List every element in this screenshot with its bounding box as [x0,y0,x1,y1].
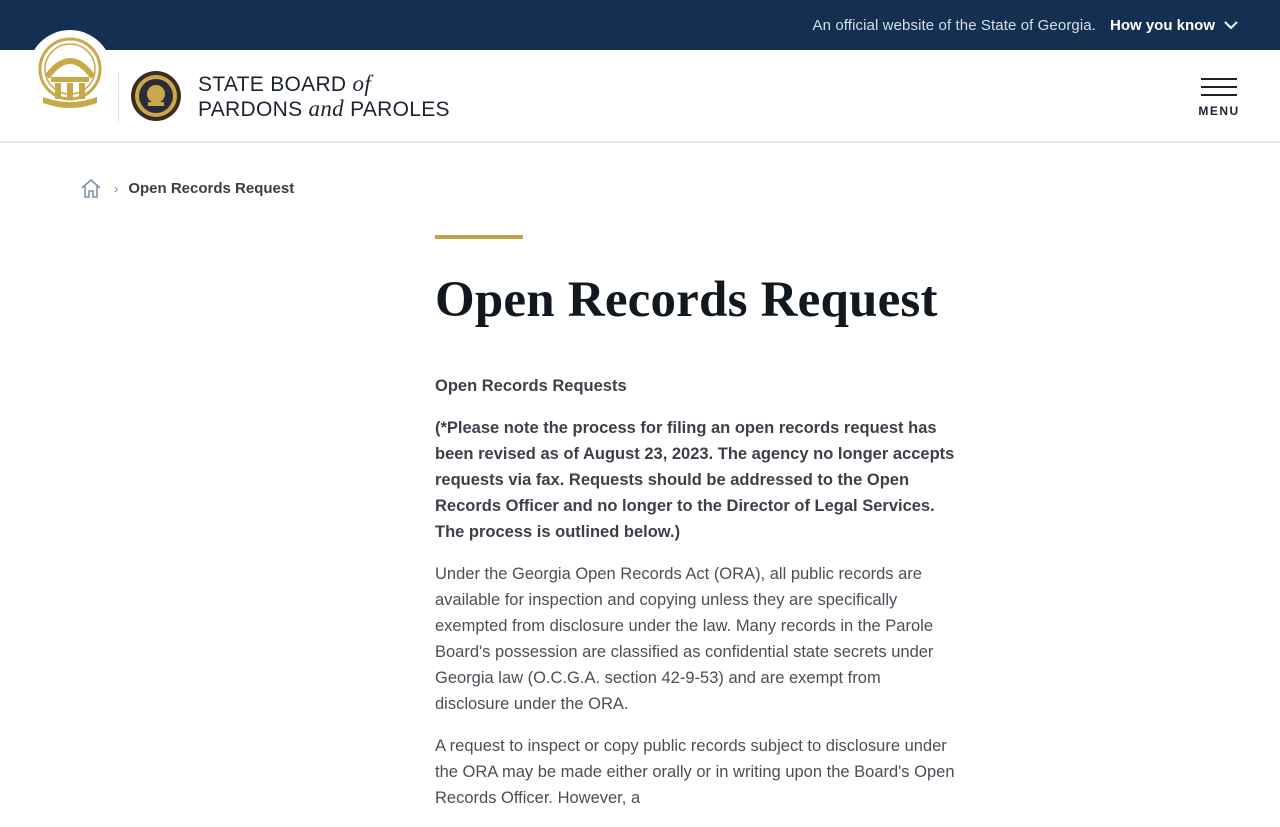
agency-line2-italic: and [308,96,344,121]
main-content [435,235,955,827]
agency-name-line1 [198,72,450,97]
georgia-logo[interactable] [28,30,112,114]
article-body [435,373,955,811]
section-subheading: Open Records Requests [435,377,627,395]
official-site-text: An official website of the State of Georgia. [812,16,1096,34]
breadcrumb [80,178,294,199]
home-icon [80,178,102,199]
menu-button[interactable] [1196,78,1242,118]
body-paragraph-1: Under the Georgia Open Records Act (ORA), all public records are available for inspection and copying unless they are specifically exempted from disclosure under the law. Many records in the Parole Board's possession are classified as confidential state secrets under Georgia law (O.C.G.A. section 42-9-53) and are exempt from disclosure under the ORA. [435,565,934,713]
how-you-know-button[interactable] [1110,17,1238,34]
site-header [0,50,1280,143]
agency-name-line2 [198,97,450,122]
menu-label: MENU [1198,104,1240,118]
agency-line2-text-a: PARDONS [198,98,309,121]
breadcrumb-separator-icon: › [114,181,119,196]
how-you-know-label: How you know [1110,16,1215,34]
agency-name[interactable] [198,72,450,122]
breadcrumb-current: Open Records Request [128,180,295,197]
header-divider [118,72,119,122]
official-banner [0,0,1280,50]
title-accent-bar [435,235,523,239]
agency-line2-text-c: PAROLES [343,98,450,121]
georgia-arch-logo-icon [37,35,103,109]
agency-line1-italic: of [352,71,372,96]
hamburger-icon [1201,78,1237,96]
body-paragraph-2: A request to inspect or copy public records subject to disclosure under the ORA may be made either orally or in writing upon the Board's Open Records Officer. However, a [435,737,955,807]
agency-line1-text: STATE BOARD [198,73,353,96]
revision-notice: (*Please note the process for filing an open records request has been revised as of August 23, 2023. The agency no longer accepts requests via fax. Requests should be addressed to the Open Records Officer and no longer to the Director of Legal Services. The process is outlined below.) [435,419,955,541]
breadcrumb-home-link[interactable] [80,178,102,199]
chevron-down-icon [1224,21,1238,30]
state-board-seal-icon [130,70,182,122]
page-title: Open Records Request [435,272,938,328]
